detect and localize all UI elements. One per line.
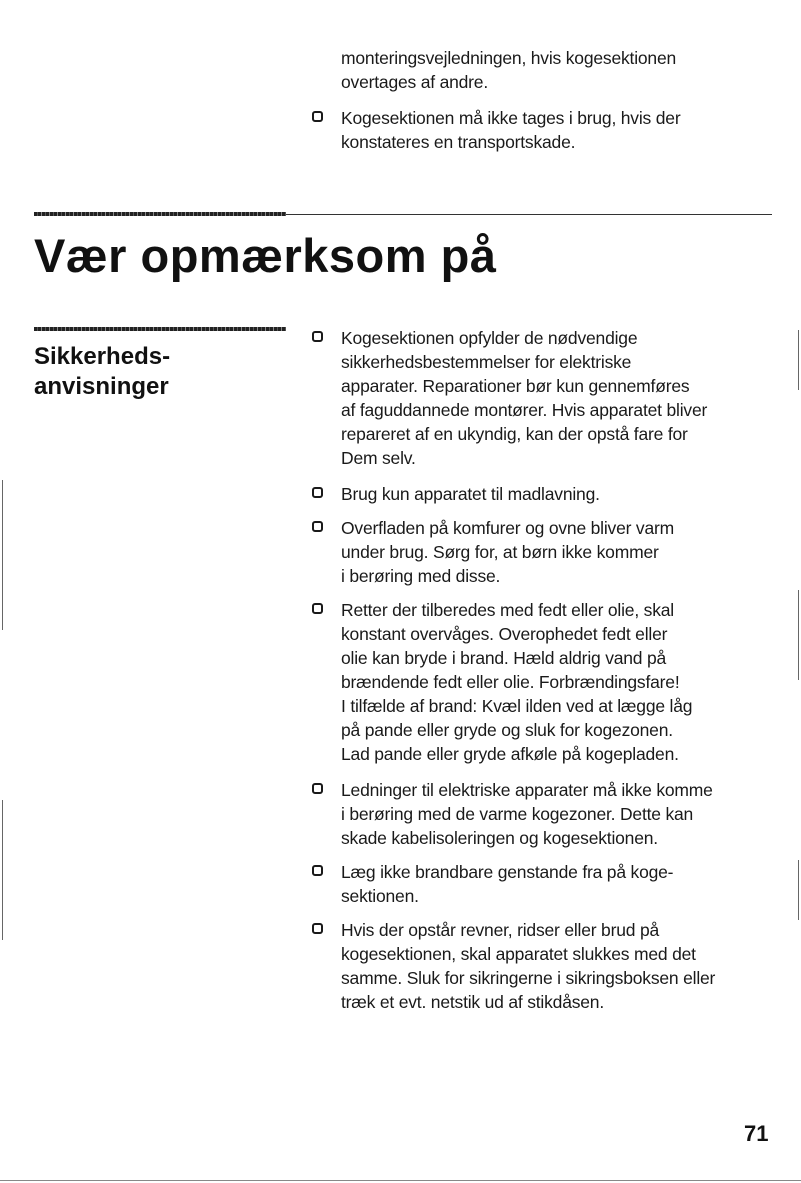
list-item: Hvis der opstår revner, ridser eller brud på kogesektionen, skal apparatet slukkes med det samme. Sluk for sikringerne i sikringsboksen eller træk et evt. netstik ud af stikdåsen.: [341, 920, 716, 1012]
list-item: Kogesektionen opfylder de nødvendige sikkerhedsbestemmelser for elektriske apparater. Reparationer bør kun gennemføres af faguddannede montører. Hvis apparatet bliver repareret af en ukyndig, kan der opstå fare for Dem selv.: [341, 328, 708, 468]
subsection-title: Sikkerheds- anvisninger: [34, 343, 171, 400]
checkbox-bullet-icon: [312, 865, 323, 876]
checkbox-bullet-icon: [312, 783, 323, 794]
checkbox-bullet-icon: [312, 487, 323, 498]
list-item: Brug kun apparatet til madlavning.: [341, 484, 600, 504]
list-item: Kogesektionen må ikke tages i brug, hvis der konstateres en transportskade.: [341, 108, 681, 152]
section-rule: [286, 214, 772, 215]
intro-continuation: monteringsvejledningen, hvis kogesektionen overtages af andre.: [341, 48, 677, 92]
scan-edge-mark: [798, 330, 799, 390]
scan-edge-mark: [798, 590, 799, 680]
list-item: Ledninger til elektriske apparater må ikke komme i berøring med de varme kogezoner. Dette kan skade kabelisoleringen og kogesektionen.: [341, 780, 713, 848]
subsection-rule-accent: [34, 327, 286, 331]
scan-edge-mark: [0, 1180, 801, 1181]
list-item: Retter der tilberedes med fedt eller olie, skal konstant overvåges. Overophedet fedt eller olie kan bryde i brand. Hæld aldrig vand på brændende fedt eller olie. Forbrændingsfare! I tilfælde af brand: Kvæl ilden ved at lægge låg på pande eller gryde og sluk for kogezonen. Lad pande eller gryde afkøle på kogepladen.: [341, 600, 693, 764]
scan-edge-mark: [2, 480, 3, 630]
scan-edge-mark: [798, 860, 799, 920]
page-number: 71: [744, 1121, 769, 1146]
checkbox-bullet-icon: [312, 111, 323, 122]
checkbox-bullet-icon: [312, 923, 323, 934]
checkbox-bullet-icon: [312, 603, 323, 614]
page-title: Vær opmærksom på: [34, 229, 497, 282]
checkbox-bullet-icon: [312, 521, 323, 532]
list-item: Overfladen på komfurer og ovne bliver varm under brug. Sørg for, at børn ikke kommer i berøring med disse.: [341, 518, 675, 586]
scan-edge-mark: [2, 800, 3, 940]
checkbox-bullet-icon: [312, 331, 323, 342]
section-rule-accent: [34, 212, 286, 216]
list-item: Læg ikke brandbare genstande fra på koge- sektionen.: [341, 862, 674, 906]
